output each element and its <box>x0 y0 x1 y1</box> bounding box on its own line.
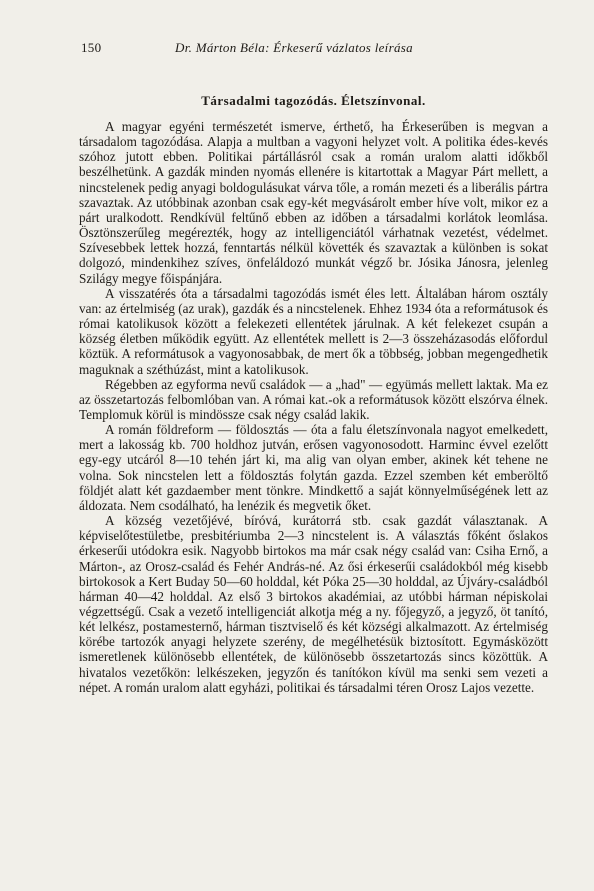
paragraph-family-clans: Régebben az egyforma nevű családok — a „had" — együmás mellett laktak. Ma ez az összetartozás felbomlóban van. A római kat.-ok a reformátusok között elszórva élnek. Templomuk körül is mindössze csak négy család lakik. <box>79 376 548 422</box>
running-head <box>81 40 548 60</box>
paragraph-land-reform: A román földreform — földosztás — óta a falu életszínvonala nagyot emelkedett, mert a lakosság kb. 700 holdhoz jutván, erősen vagyonosodott. Harminc évvel ezelőtt egy-egy utcáról 8—10 tehén járt ki, ma alig van olyan ember, akinek két tehene ne volna. Sok nincstelen lett a földosztás folytán gazda. Ezzel szemben két emberöltő földjét alatt két gazdaember ment tönkre. Mindkettő a saját könnyelműségének lett az áldozata. Nem csodálható, ha lenézik és megvetik őket. <box>79 422 548 513</box>
paragraph-village-leadership: A község vezetőjévé, bíróvá, kurátorrá stb. csak gazdát választanak. A képviselőtestületbe, presbitériumba 2—3 nincstelent is. A választás főként őslakos érkeserűi utódokra esik. Nagyobb birtokos ma már csak négy család van: Csiha Ernő, a Márton-, az Orosz-család és Fehér András-né. Az ősi érkeserűi családokból még kisebb birtokosok a Kert Buday 50—60 holddal, két Póka 25—30 holddal, az Újváry-családból hárman 40—42 holddal. Az első 3 birtokos akadémiai, az utóbbi hárman népiskolai végzettségű. Csak a vezető intelligenciát alkotja még a ny. főjegyző, a jegyző, öt tanító, két lelkész, postamesternő, hárman tisztviselő és két községi alkalmazott. Az értelmiség körébe tartozók anyagi helyzete szerény, de megélhetésük biztosított. Egymásközött ismeretlenek különösebb ellentétek, de különösebb összetartozás sincs közöttük. A hivatalos vezetőkön: lelkészeken, jegyzőn és tanítókon kívül ma senki sem vezeti a népet. A román uralom alatt egyházi, politikai és társadalmi téren Orosz Lajos vezette. <box>79 513 548 695</box>
paragraph-social-stratification: A magyar egyéni természetét ismerve, érthető, ha Érkeserűben is megvan a társadalom tagozódása. Alapja a multban a vagyoni helyzet volt. A politika édes-kevés szóhoz jutott ebben. Politikai pártállásról csak a román uralom alatti időkből beszélhetünk. A gazdák minden nyomás ellenére is kitartottak a Magyar Párt mellett, a nincstelenek pedig anyagi boldogulásukat várva tőle, a román mezeti és a liberális pártra szavaztak. Az utóbbinak azonban csak egy-két megvásárolt ember híve volt, mikor ez a párt uralkodott. Rendkívül feltűnő ebben az időben a társadalmi korlátok leomlása. Ösztönszerűleg megérezték, hogy az intelligenciától várhatnak vezetést, védelmet. Szívesebbek lettek hozzá, fenntartás nélkül követték és szavaztak a különben is sokat dolgozó, mindenkihez szíves, önfeláldozó munkát végző br. Jósika Jánosra, jelenleg Szilágy megye főispánjára. <box>79 119 548 286</box>
body-text <box>79 119 548 695</box>
paragraph-return-period: A visszatérés óta a társadalmi tagozódás ismét éles lett. Általában három osztály van: az értelmiség (az urak), gazdák és a nincstelenek. Ehhez 1934 óta a reformátusok és római katolikusok között a felekezeti ellentétek járulnak. A két felekezet csupán a község életben működik együtt. Az ellentétek mellett is 2—3 összeházasodás előfordul köztük. A reformátusok a vagyonosabbak, de mert ők a többség, jobban megengedhetik maguknak a széthúzást, mint a katolikusok. <box>79 285 548 377</box>
page-number: 150 <box>81 40 102 55</box>
running-head-title: Dr. Márton Béla: Érkeserű vázlatos leírása <box>175 40 413 55</box>
section-heading: Társadalmi tagozódás. Életszínvonal. <box>201 93 426 108</box>
